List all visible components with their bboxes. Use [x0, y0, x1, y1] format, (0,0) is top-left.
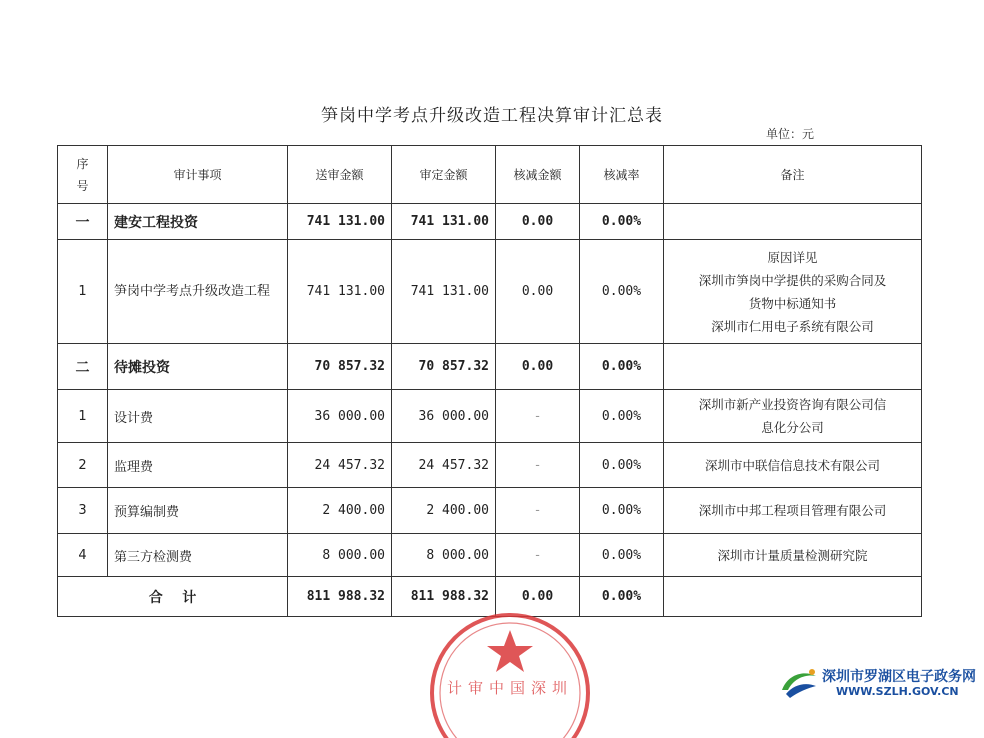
remark-line: 深圳市新产业投资咨询有限公司信: [698, 397, 887, 412]
row-approved: 2 400.00: [392, 488, 496, 534]
row-rate: 0.00%: [580, 390, 664, 443]
row-rate: 0.00%: [580, 534, 664, 577]
total-approved: 811 988.32: [392, 577, 496, 617]
total-reduction: 0.00: [496, 577, 580, 617]
row-rate: 0.00%: [580, 344, 664, 390]
row-seq: 4: [58, 534, 108, 577]
row-approved: 36 000.00: [392, 390, 496, 443]
row-reduction: 0.00: [496, 204, 580, 240]
row-remarks: [664, 443, 922, 488]
row-rate: 0.00%: [580, 488, 664, 534]
row-submitted: 2 400.00: [288, 488, 392, 534]
remark-line: 深圳市中联信信息技术有限公司: [704, 457, 880, 473]
header-remarks: 备注: [664, 146, 922, 204]
row-remarks: [664, 534, 922, 577]
watermark-url: WWW.SZLH.GOV.CN: [836, 685, 959, 698]
header-approved: 审定金额: [392, 146, 496, 204]
row-rate: 0.00%: [580, 240, 664, 344]
row-item: 笋岗中学考点升级改造工程: [108, 240, 288, 344]
header-submitted: 送审金额: [288, 146, 392, 204]
row-submitted: 70 857.32: [288, 344, 392, 390]
row-submitted: 36 000.00: [288, 390, 392, 443]
total-submitted: 811 988.32: [288, 577, 392, 617]
header-item: 审计事项: [108, 146, 288, 204]
row-submitted: 24 457.32: [288, 443, 392, 488]
row-seq: 二: [58, 344, 108, 390]
seal-star-icon: [487, 630, 533, 672]
header-seq: 序 号: [58, 146, 108, 204]
remark-line: 深圳市中邦工程项目管理有限公司: [698, 503, 887, 518]
header-rate: 核减率: [580, 146, 664, 204]
total-label: 合 计: [58, 577, 288, 617]
remark-line: 深圳市笋岗中学提供的采购合同及: [698, 272, 887, 288]
row-reduction: -: [496, 534, 580, 577]
row-reduction: 0.00: [496, 344, 580, 390]
row-seq: 一: [58, 204, 108, 240]
site-watermark: [778, 660, 978, 706]
unit-label: 单位：元: [766, 127, 815, 141]
seal-stamp: [425, 608, 595, 738]
row-approved: 741 131.00: [392, 204, 496, 240]
row-item: 建安工程投资: [108, 204, 288, 240]
document-title: 笋岗中学考点升级改造工程决算审计汇总表: [321, 106, 663, 126]
audit-summary-table: [57, 145, 922, 617]
row-approved: 8 000.00: [392, 534, 496, 577]
remark-line: 息化分公司: [761, 420, 824, 435]
header-reduction: 核减金额: [496, 146, 580, 204]
total-remarks: [664, 577, 922, 617]
remark-line: 深圳市计量质量检测研究院: [717, 547, 868, 563]
row-reduction: -: [496, 390, 580, 443]
table-row: [58, 344, 922, 390]
watermark-name: 深圳市罗湖区电子政务网: [822, 669, 976, 685]
row-submitted: 741 131.00: [288, 204, 392, 240]
szlh-logo-icon: [778, 664, 820, 700]
row-seq: 3: [58, 488, 108, 534]
row-item: 预算编制费: [108, 488, 288, 534]
row-approved: 70 857.32: [392, 344, 496, 390]
row-reduction: -: [496, 443, 580, 488]
table-row: [58, 240, 922, 344]
row-remarks: [664, 204, 922, 240]
remark-line: 原因详见: [767, 249, 818, 265]
row-rate: 0.00%: [580, 443, 664, 488]
remark-line: 货物中标通知书: [748, 295, 837, 311]
row-remarks: [664, 488, 922, 534]
row-rate: 0.00%: [580, 204, 664, 240]
row-seq: 2: [58, 443, 108, 488]
row-item: 第三方检测费: [108, 534, 288, 577]
row-seq: 1: [58, 240, 108, 344]
row-submitted: 741 131.00: [288, 240, 392, 344]
row-remarks: [664, 344, 922, 390]
table-row: [58, 390, 922, 443]
row-item: 设计费: [108, 390, 288, 443]
remark-line: 深圳市仁用电子系统有限公司: [711, 318, 874, 334]
table-row: [58, 204, 922, 240]
row-approved: 741 131.00: [392, 240, 496, 344]
row-reduction: -: [496, 488, 580, 534]
row-item: 待摊投资: [108, 344, 288, 390]
row-item: 监理费: [108, 443, 288, 488]
table-row: [58, 443, 922, 488]
table-row: [58, 488, 922, 534]
table-header-row: [58, 146, 922, 204]
row-submitted: 8 000.00: [288, 534, 392, 577]
row-seq: 1: [58, 390, 108, 443]
svg-text:计审中国深圳: 计审中国深圳: [446, 679, 574, 697]
row-reduction: 0.00: [496, 240, 580, 344]
row-remarks: [664, 240, 922, 344]
table-row: [58, 534, 922, 577]
total-rate: 0.00%: [580, 577, 664, 617]
row-remarks: [664, 390, 922, 443]
row-approved: 24 457.32: [392, 443, 496, 488]
